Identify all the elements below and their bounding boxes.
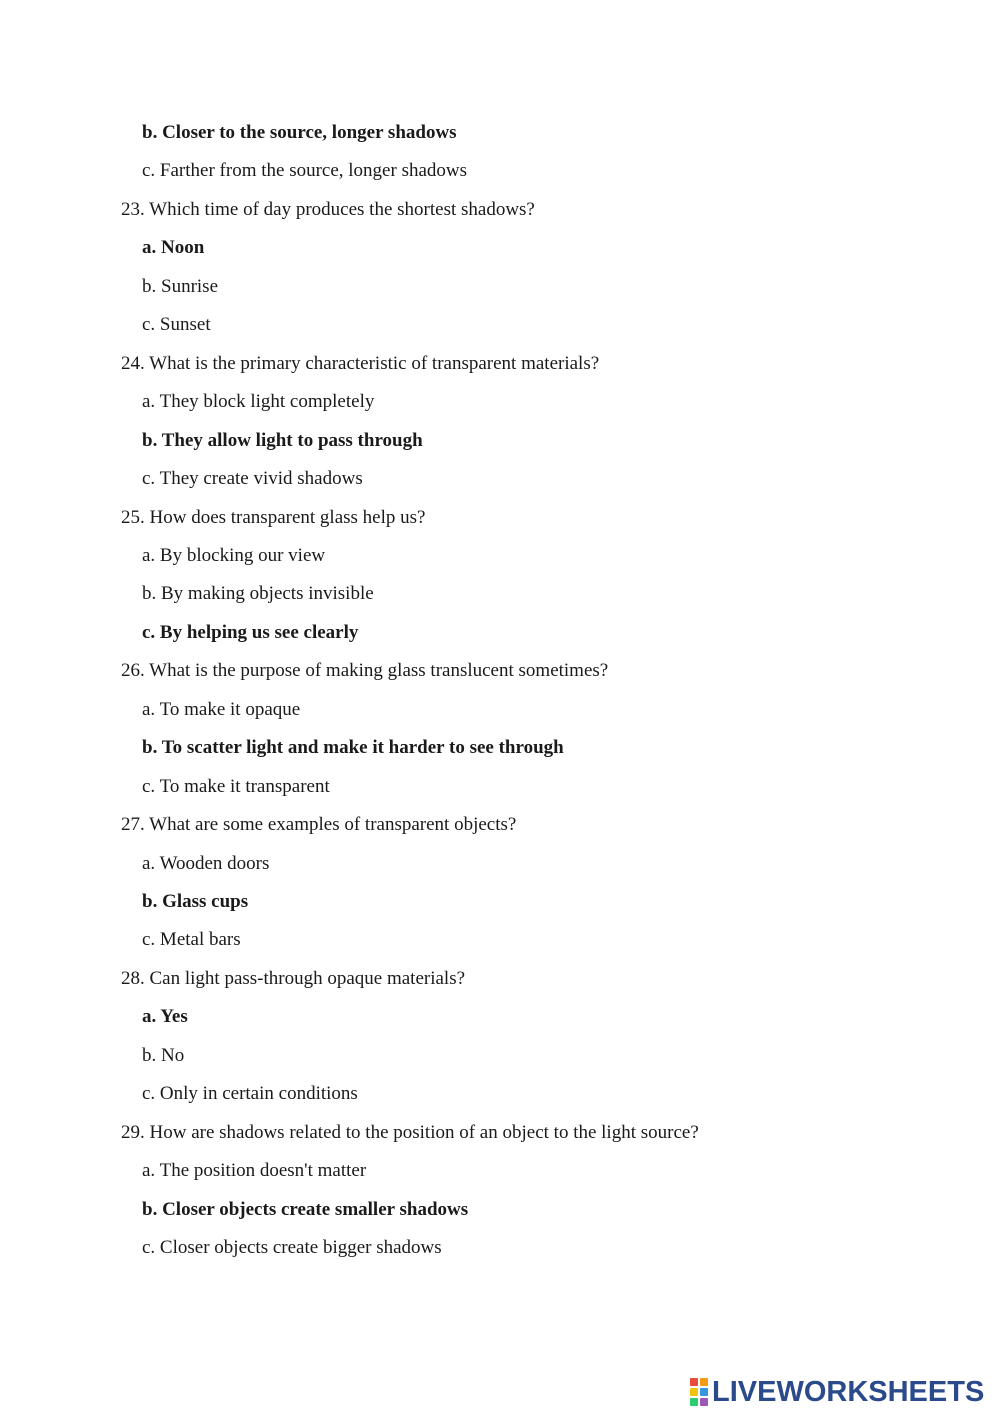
answer-option: b. To scatter light and make it harder to see through (142, 737, 564, 758)
question-text: 27. What are some examples of transparent objects? (121, 814, 517, 835)
answer-option: a. Noon (142, 237, 205, 258)
answer-option: c. Farther from the source, longer shadows (142, 160, 468, 181)
answer-option: c. Sunset (142, 314, 211, 335)
answer-option: b. They allow light to pass through (142, 430, 423, 451)
answer-option: c. Only in certain conditions (142, 1083, 358, 1104)
answer-option: a. To make it opaque (142, 699, 301, 720)
logo-tile (700, 1388, 708, 1396)
answer-option: c. By helping us see clearly (142, 622, 359, 643)
question-text: 24. What is the primary characteristic of transparent materials? (121, 353, 600, 374)
logo-tile (690, 1398, 698, 1406)
answer-option: a. They block light completely (142, 391, 375, 412)
question-text: 25. How does transparent glass help us? (121, 507, 426, 528)
brand-name: LIVEWORKSHEETS (712, 1375, 985, 1408)
answer-option: c. They create vivid shadows (142, 468, 363, 489)
answer-option: c. To make it transparent (142, 776, 330, 797)
answer-option: b. Closer to the source, longer shadows (142, 122, 457, 143)
answer-option: b. Closer objects create smaller shadows (142, 1199, 469, 1220)
question-text: 23. Which time of day produces the shortest shadows? (121, 199, 535, 220)
question-text: 28. Can light pass-through opaque materials? (121, 968, 466, 989)
logo-tile (690, 1388, 698, 1396)
logo-tile (700, 1398, 708, 1406)
answer-option: a. Wooden doors (142, 853, 270, 874)
answer-option: a. The position doesn't matter (142, 1160, 367, 1181)
answer-option: b. Sunrise (142, 276, 218, 297)
logo-tiles-icon (690, 1378, 708, 1406)
question-text: 29. How are shadows related to the position of an object to the light source? (121, 1122, 699, 1143)
logo-tile (690, 1378, 698, 1386)
liveworksheets-logo[interactable] (690, 1376, 984, 1408)
answer-option: b. No (142, 1045, 185, 1066)
logo-tile (700, 1378, 708, 1386)
question-text: 26. What is the purpose of making glass translucent sometimes? (121, 660, 609, 681)
answer-option: c. Closer objects create bigger shadows (142, 1237, 442, 1258)
answer-option: b. By making objects invisible (142, 583, 374, 604)
answer-option: b. Glass cups (142, 891, 249, 912)
answer-option: a. By blocking our view (142, 545, 326, 566)
answer-option: a. Yes (142, 1006, 188, 1027)
answer-option: c. Metal bars (142, 929, 241, 950)
